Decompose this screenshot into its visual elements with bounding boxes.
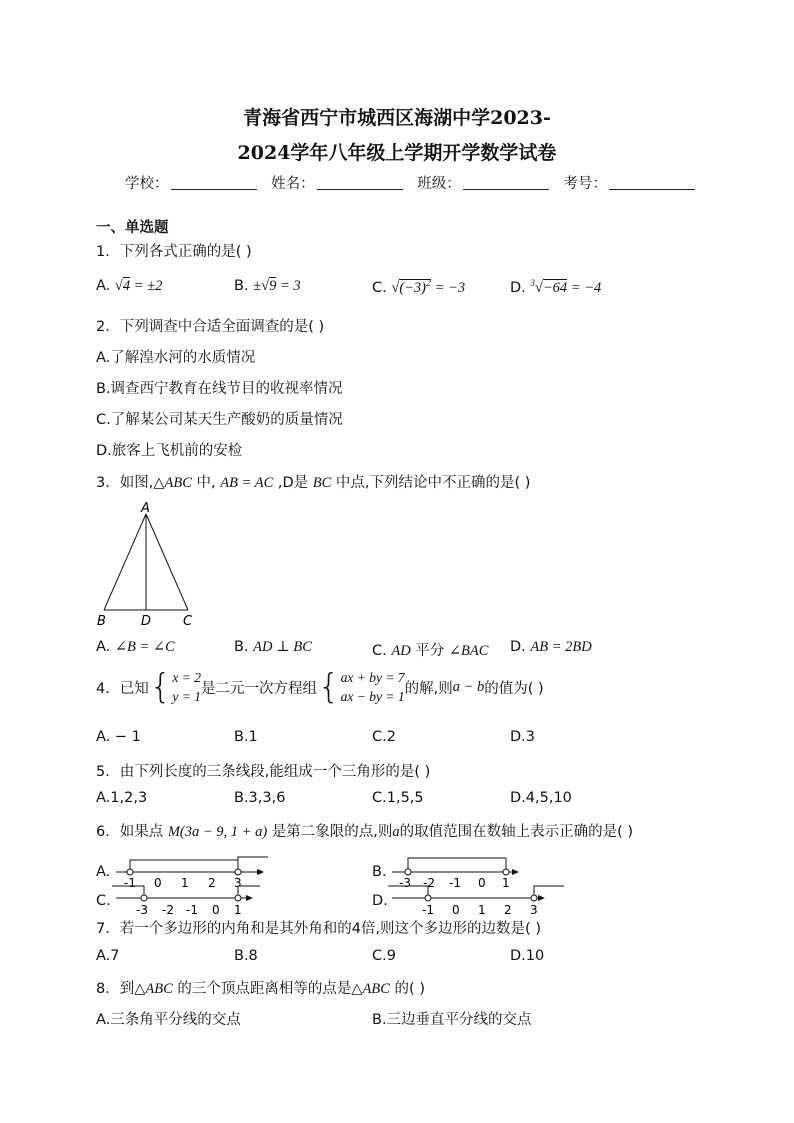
number-line-d <box>388 884 568 920</box>
q4-option-d[interactable]: D.3 <box>510 729 535 745</box>
tick-c-0: -3 <box>136 903 148 917</box>
q4-option-b[interactable]: B.1 <box>234 729 258 745</box>
tick-a-2: 1 <box>181 876 189 890</box>
tick-d-0: -1 <box>422 903 434 917</box>
exam-number-field[interactable]: 考号： <box>563 172 695 193</box>
q2-option-c[interactable]: C.了解某公司某天生产酸奶的质量情况 <box>96 412 343 428</box>
q5-option-b[interactable]: B.3,3,6 <box>234 790 286 806</box>
vertex-b-label: B <box>97 614 106 629</box>
class-field[interactable]: 班级： <box>417 172 549 193</box>
tick-c-1: -2 <box>162 903 174 917</box>
q6-stem: 6．如果点 M(3a − 9, 1 + a) 是第二象限的点,则a的取值范围在数轴上表示正确的是( ) <box>96 824 634 840</box>
q5-stem: 5．由下列长度的三条线段,能组成一个三角形的是( ) <box>96 764 431 780</box>
info-fields <box>125 172 705 193</box>
q1-option-c[interactable]: C. $√(-3)^2 = -3$ <box>372 278 466 296</box>
name-field[interactable]: 姓名： <box>271 172 403 193</box>
q4-stem: 4．已知 { x = 2 y = 1 是二元一次方程组 { ax + by = 7 ax − by = 1 的解,则 a − b 的值为( ) <box>96 667 544 707</box>
q3-option-a[interactable]: A. ∠B = ∠C <box>96 639 175 655</box>
q7-option-d[interactable]: D.10 <box>510 948 545 964</box>
point-d-label: D <box>141 614 152 629</box>
q7-option-a[interactable]: A.7 <box>96 948 120 964</box>
q5-option-a[interactable]: A.1,2,3 <box>96 790 148 806</box>
q2-option-a[interactable]: A.了解湟水河的水质情况 <box>96 350 256 366</box>
q1-stem: 1．下列各式正确的是( ) <box>96 244 252 260</box>
tick-b-3: 0 <box>478 876 486 890</box>
tick-b-1: -2 <box>423 876 435 890</box>
q3-option-d[interactable]: D. AB = 2BD <box>510 639 592 655</box>
q7-stem: 7．若一个多边形的内角和是其外角和的4倍,则这个多边形的边数是( ) <box>96 921 541 937</box>
tick-d-2: 1 <box>478 903 486 917</box>
q4-option-c[interactable]: C.2 <box>372 729 396 745</box>
q6-option-b-label[interactable]: B. <box>372 864 387 880</box>
q7-option-c[interactable]: C.9 <box>372 948 396 964</box>
tick-d-3: 2 <box>504 903 512 917</box>
tick-b-4: 1 <box>502 876 510 890</box>
q3-option-b[interactable]: B. AD ⊥ BC <box>234 639 312 655</box>
tick-a-4: 3 <box>234 876 242 890</box>
q6-option-a-label[interactable]: A. <box>96 864 111 880</box>
tick-d-1: 0 <box>452 903 460 917</box>
q8-option-b[interactable]: B.三边垂直平分线的交点 <box>372 1012 532 1028</box>
q5-option-c[interactable]: C.1,5,5 <box>372 790 424 806</box>
q4-option-a[interactable]: A. − 1 <box>96 729 141 745</box>
q8-option-a[interactable]: A.三条角平分线的交点 <box>96 1012 241 1028</box>
tick-c-4: 1 <box>234 903 242 917</box>
tick-c-3: 0 <box>212 903 220 917</box>
q6-option-c-label[interactable]: C. <box>96 893 111 909</box>
number-line-c <box>112 884 262 920</box>
q2-option-d[interactable]: D.旅客上飞机前的安检 <box>96 443 243 459</box>
q1-option-d[interactable]: D. $^3$√−64 = −4 <box>510 278 602 296</box>
vertex-a-label: A <box>141 501 150 516</box>
tick-a-0: -1 <box>124 876 136 890</box>
q5-option-d[interactable]: D.4,5,10 <box>510 790 572 806</box>
q7-option-b[interactable]: B.8 <box>234 948 258 964</box>
section-heading: 一、单选题 <box>96 220 169 236</box>
vertex-c-label: C <box>183 614 193 629</box>
tick-b-2: -1 <box>449 876 461 890</box>
tick-b-0: -3 <box>399 876 411 890</box>
tick-c-2: -1 <box>186 903 198 917</box>
q2-option-b[interactable]: B.调查西宁教育在线节目的收视率情况 <box>96 381 343 397</box>
q3-option-c[interactable]: C. AD 平分 ∠BAC <box>372 643 489 659</box>
tick-d-4: 3 <box>530 903 538 917</box>
triangle-figure <box>92 498 202 630</box>
q1-option-a[interactable]: A. √4 = ±2 <box>96 278 163 294</box>
q6-option-d-label[interactable]: D. <box>372 893 388 909</box>
q8-stem: 8．到△ABC 的三个顶点距离相等的点是△ABC 的( ) <box>96 981 425 997</box>
title-line-1: 青海省西宁市城西区海湖中学2023- <box>243 107 551 129</box>
title-line-2: 2024学年八年级上学期开学数学试卷 <box>237 142 557 164</box>
tick-a-3: 2 <box>208 876 216 890</box>
tick-a-1: 0 <box>154 876 162 890</box>
q3-stem: 3．如图,△ABC 中, AB = AC ,D是 BC 中点,下列结论中不正确的是( ) <box>96 475 531 491</box>
q2-stem: 2．下列调查中合适全面调查的是( ) <box>96 319 325 335</box>
q1-option-b[interactable]: B. ±√9 = 3 <box>234 278 301 294</box>
school-field[interactable]: 学校： <box>125 172 257 193</box>
